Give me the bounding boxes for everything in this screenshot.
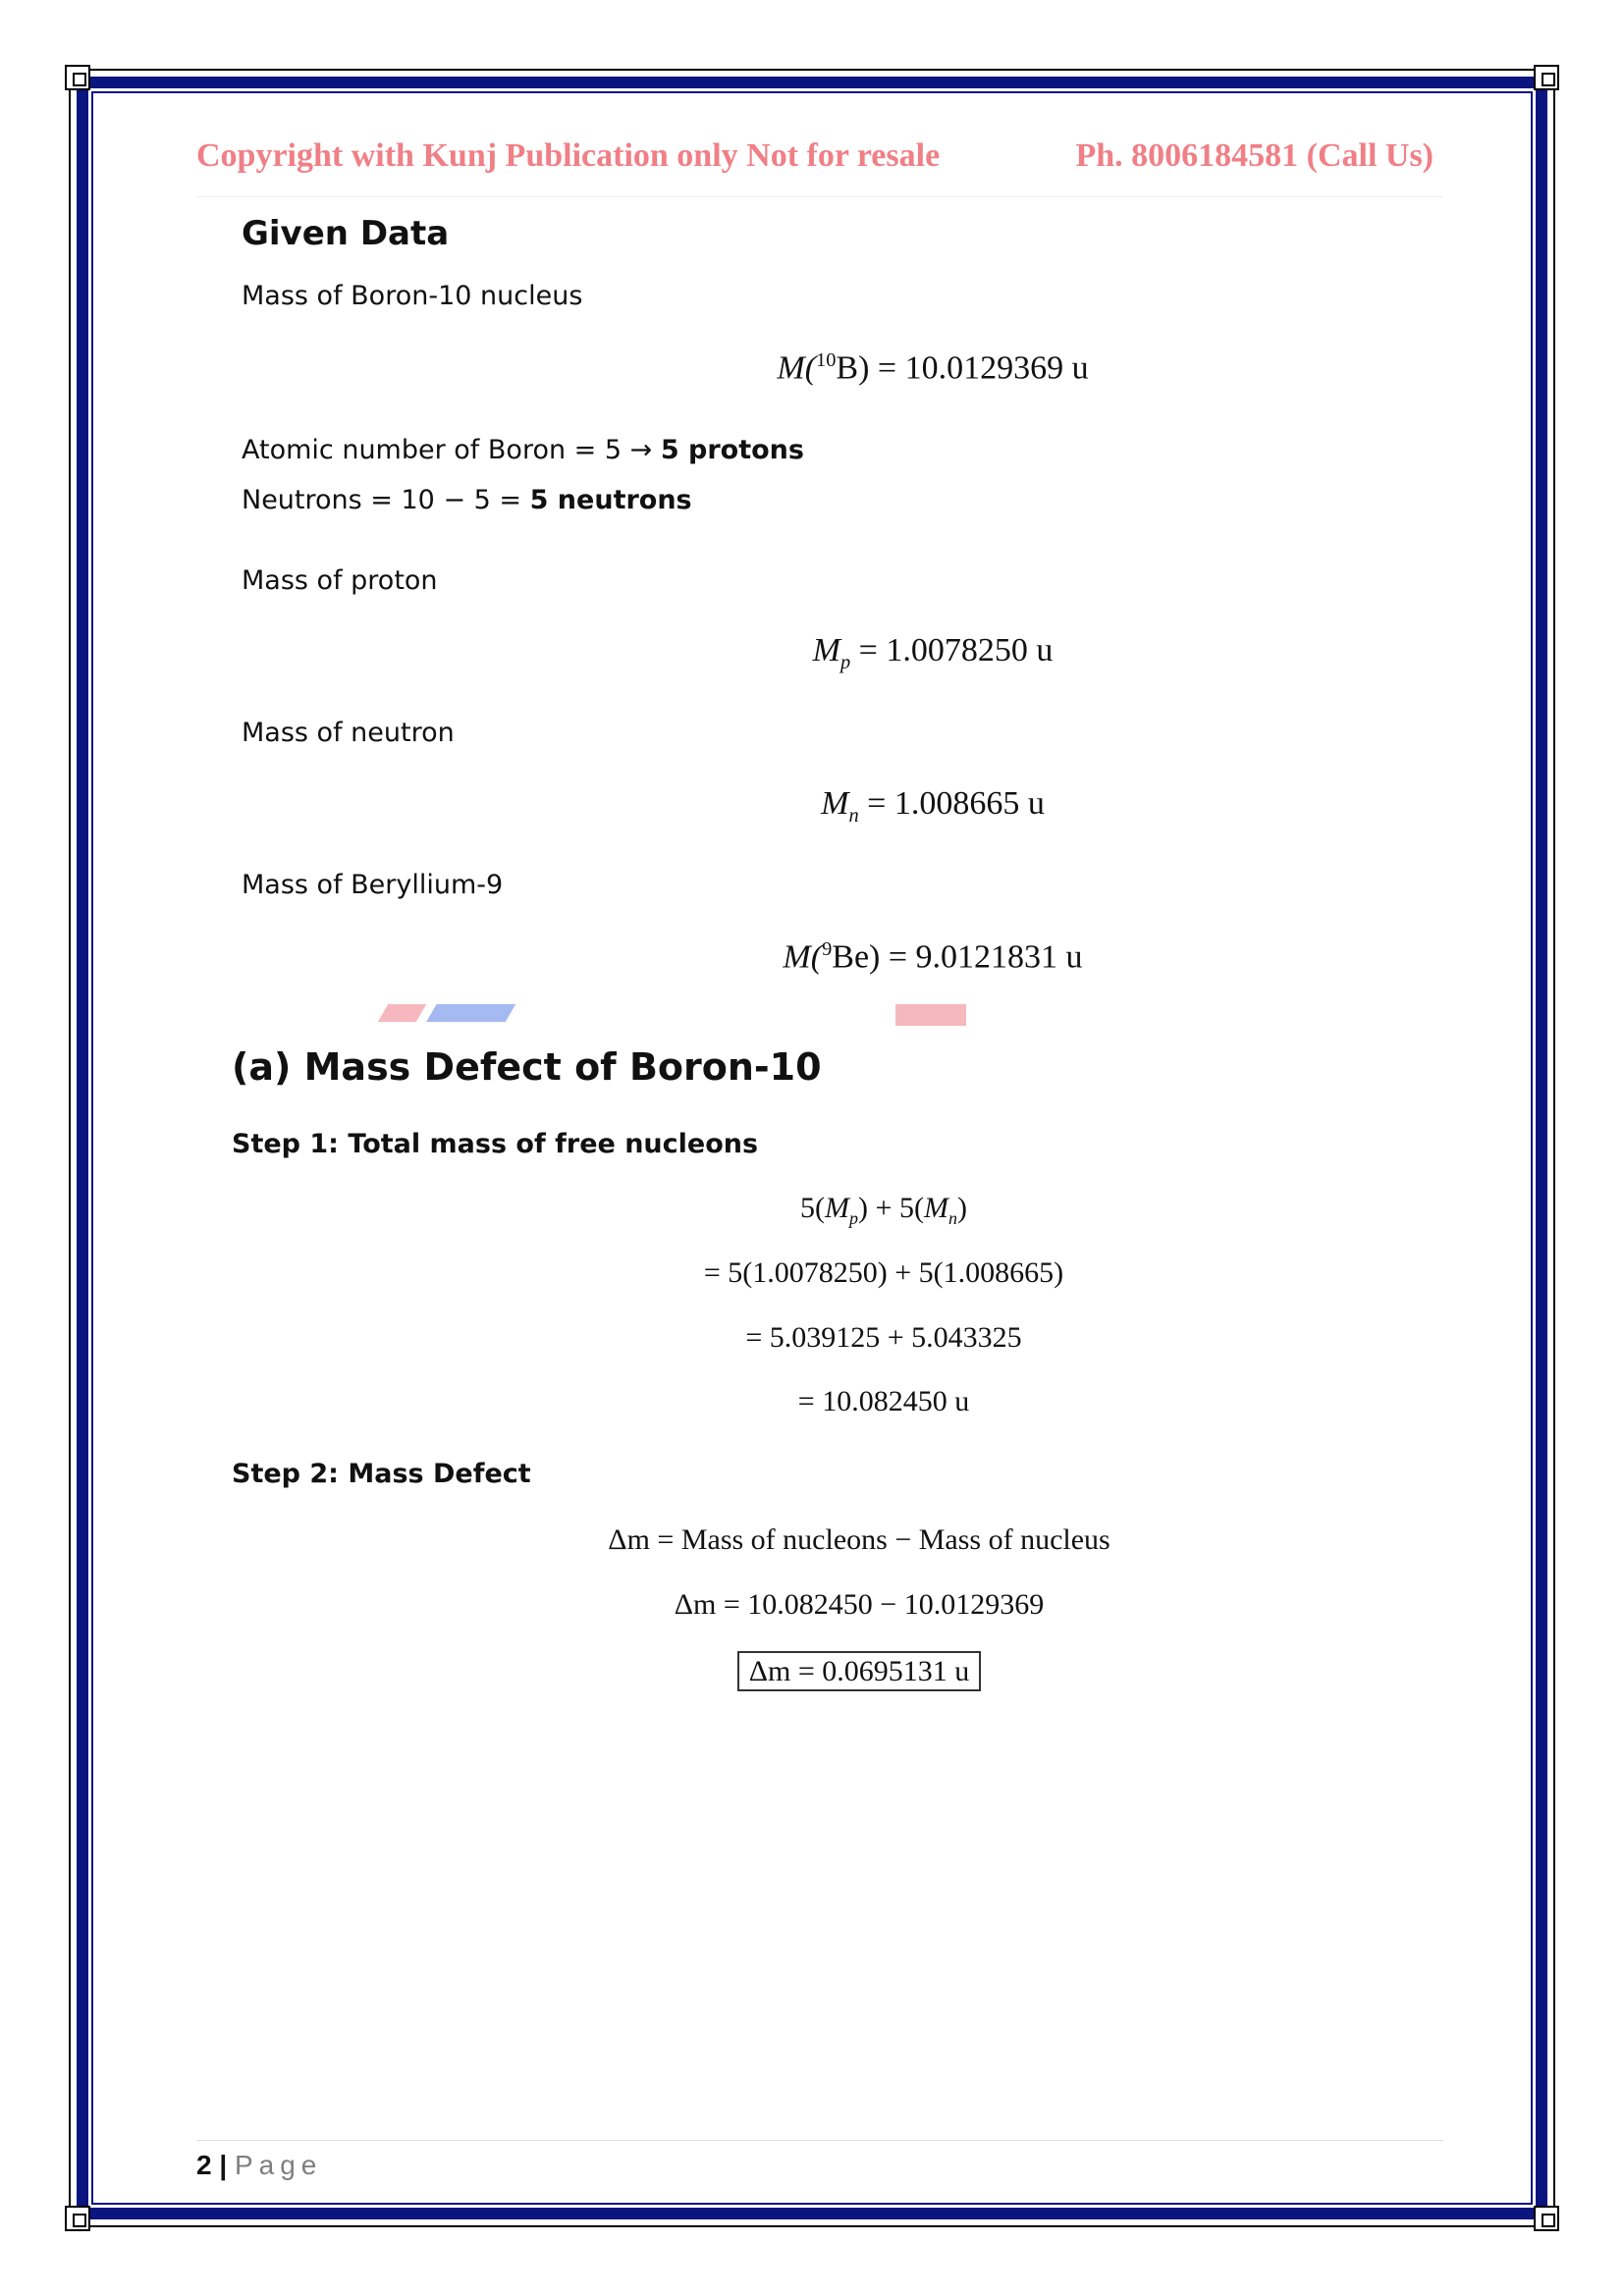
page-header <box>196 137 1434 181</box>
beryllium-mass-label: Mass of Beryllium-9 <box>242 870 504 900</box>
nucleon-mass-products: = 5.039125 + 5.043325 <box>745 1321 1022 1354</box>
corner-ornament <box>1534 65 1559 90</box>
copyright-notice: Copyright with Kunj Publication only Not for resale <box>196 137 941 174</box>
neutron-mass-equation: $M_n = 1.008665$ u <box>821 785 1045 827</box>
footer-separator: | <box>219 2150 228 2180</box>
boron-mass-label: Mass of Boron-10 nucleus <box>242 281 583 311</box>
neutron-mass-label: Mass of neutron <box>242 718 455 748</box>
page-word: Page <box>234 2150 323 2180</box>
mass-defect-definition: Δm = Mass of nucleons − Mass of nucleus <box>608 1523 1110 1556</box>
mass-defect-substitution: Δm = 10.082450 − 10.0129369 <box>674 1588 1045 1621</box>
phone-number: Ph. 8006184581 (Call Us) <box>1075 137 1434 174</box>
corner-ornament <box>65 65 90 90</box>
proton-mass-equation: $M_p = 1.0078250$ u <box>812 632 1054 673</box>
nucleon-mass-substitution: = 5(1.0078250) + 5(1.008665) <box>703 1256 1064 1289</box>
header-divider <box>196 196 1443 197</box>
watermark-stroke <box>378 1004 515 1022</box>
mass-defect-result <box>442 1655 1276 1688</box>
nucleon-mass-expression: $5(M_p) + 5(M_n)$ <box>800 1192 967 1228</box>
step-2-heading: Step 2: Mass Defect <box>232 1459 531 1489</box>
section-a-heading: (a) Mass Defect of Boron-10 <box>232 1045 822 1089</box>
atomic-number-line: Atomic number of Boron = 5 → 5 protons <box>242 435 804 465</box>
watermark-stroke <box>895 1004 966 1026</box>
corner-ornament <box>65 2206 90 2231</box>
page-number: 2 <box>196 2150 212 2180</box>
neutron-count-line: Neutrons = 10 − 5 = 5 neutrons <box>242 485 692 515</box>
nucleon-mass-total: = 10.082450 u <box>797 1385 970 1417</box>
proton-mass-label: Mass of proton <box>242 565 438 596</box>
page-footer <box>196 2150 322 2181</box>
beryllium-mass-equation: M($^9$Be) = 9.0121831 u <box>783 938 1083 976</box>
footer-divider <box>196 2140 1443 2141</box>
result-box: Δm = 0.0695131 u <box>737 1651 982 1691</box>
boron-mass-equation: M($^{10}$B) = 10.0129369 u <box>777 349 1089 387</box>
corner-ornament <box>1534 2206 1559 2231</box>
step-1-heading: Step 1: Total mass of free nucleons <box>232 1129 759 1159</box>
given-data-heading: Given Data <box>242 214 450 253</box>
